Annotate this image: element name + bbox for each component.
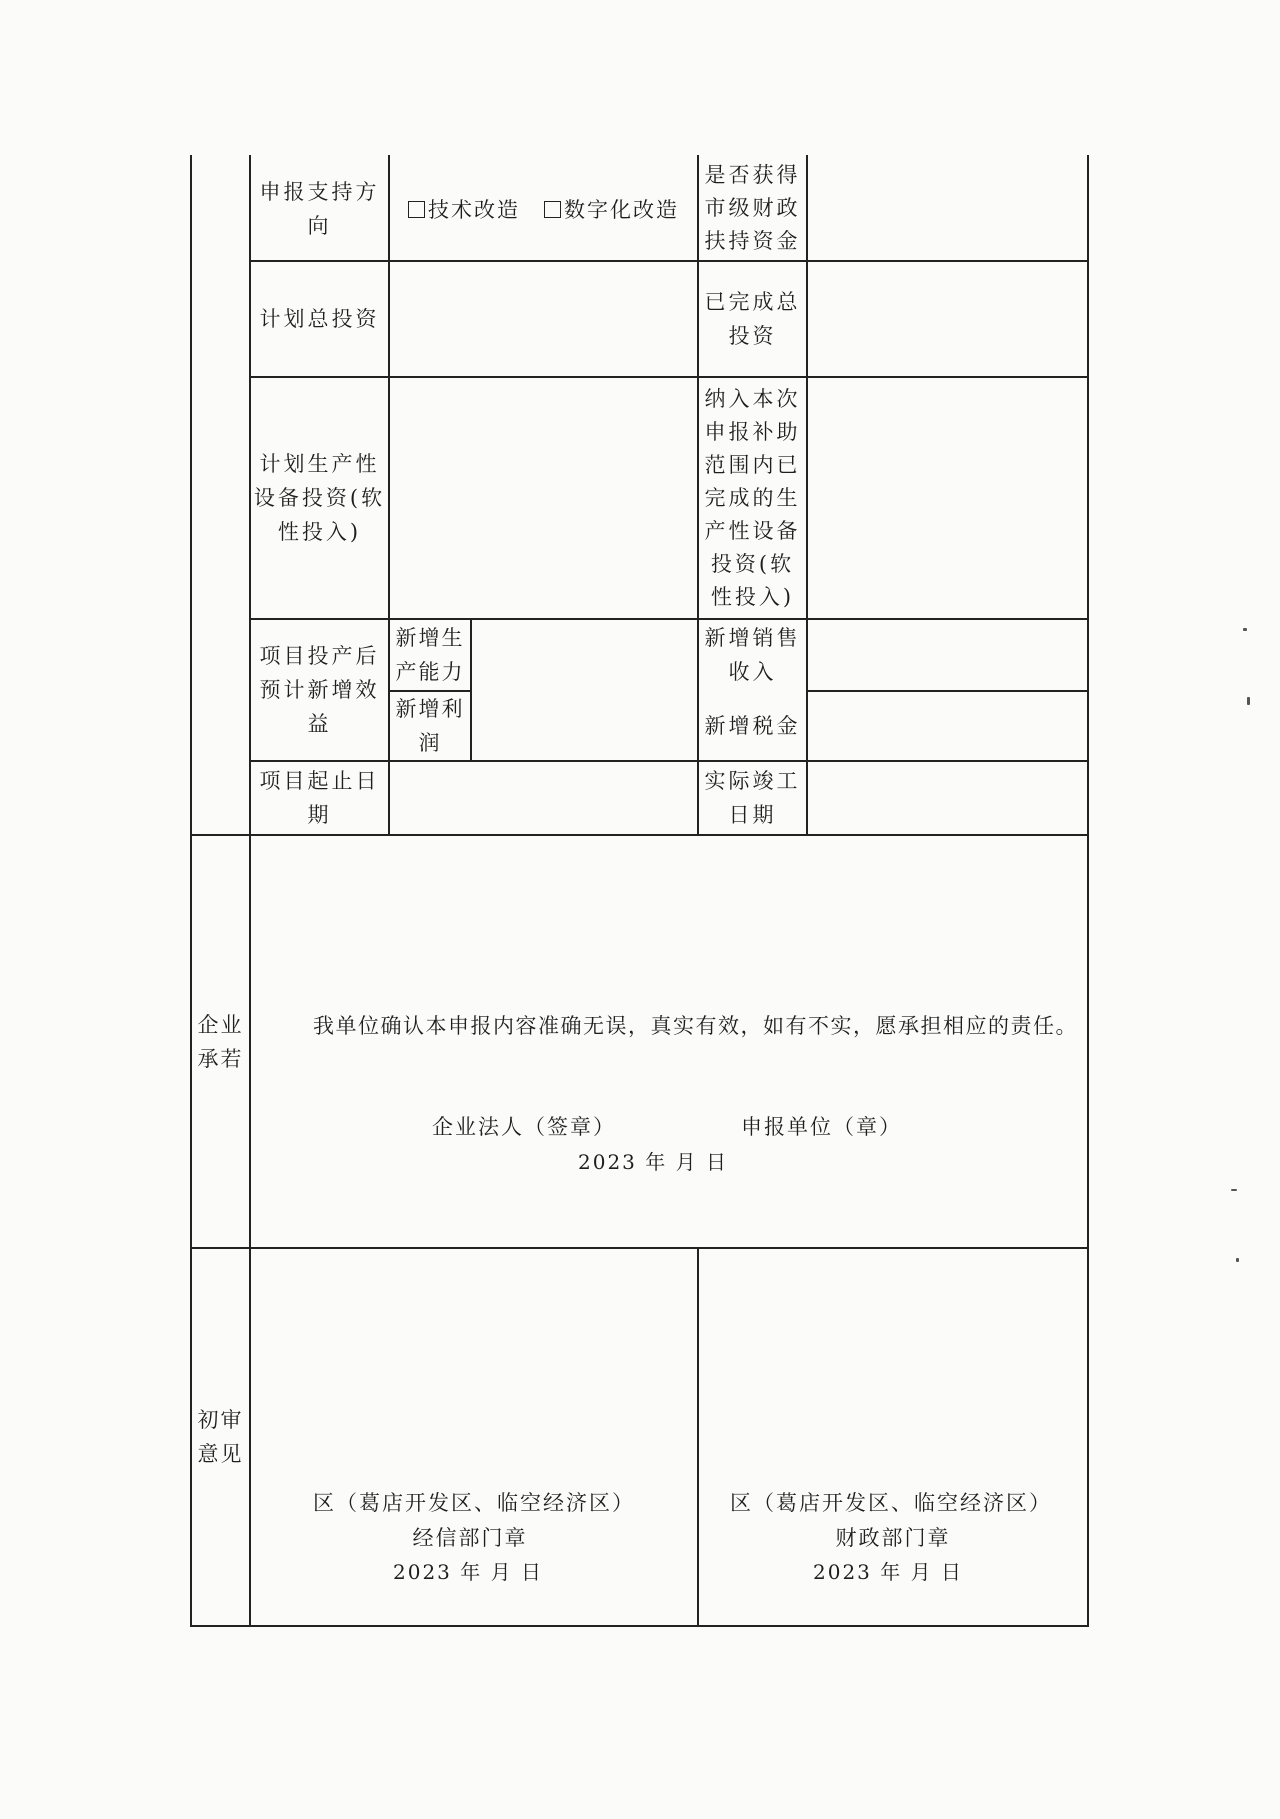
- scan-speck: [1247, 697, 1250, 705]
- review-left-district: 区（葛店开发区、临空经济区）: [313, 1491, 635, 1515]
- city-funds-label: 是否获得 市级财政 扶持资金: [704, 163, 801, 253]
- review-left-date: 2023 年 月 日: [393, 1560, 543, 1584]
- project-period-field[interactable]: [390, 762, 697, 834]
- new-sales-field[interactable]: [808, 620, 1087, 690]
- review-right-district: 区（葛店开发区、临空经济区）: [730, 1491, 1052, 1515]
- checkbox-icon[interactable]: [544, 201, 561, 218]
- included-equipment-investment-field[interactable]: [808, 378, 1087, 618]
- new-profit-label: 新增利 润: [395, 697, 465, 755]
- project-period-label: 项目起止日 期: [259, 769, 380, 827]
- support-direction-options: [390, 157, 697, 260]
- completed-total-investment-field[interactable]: [808, 262, 1087, 376]
- option-digital-transform[interactable]: [544, 194, 679, 224]
- new-capacity-label: 新增生 产能力: [395, 626, 465, 684]
- scan-speck: [1231, 1189, 1237, 1191]
- applicant-unit-seal: 申报单位（章）: [741, 1115, 902, 1139]
- review-side-label: 初审 意见: [197, 1408, 244, 1466]
- city-funds-field[interactable]: [808, 157, 1087, 260]
- scan-speck: [1243, 628, 1247, 631]
- review-left-dept-seal: 经信部门章: [412, 1526, 528, 1550]
- commitment-side-label: 企业 承若: [197, 1012, 244, 1071]
- option-label: 数字化改造: [564, 197, 679, 222]
- review-right-dept-seal: 财政部门章: [835, 1526, 951, 1550]
- planned-equipment-investment-label: 计划生产性 设备投资(软 性投入): [253, 452, 386, 544]
- checkbox-icon[interactable]: [408, 201, 425, 218]
- new-profit-field[interactable]: [472, 692, 697, 760]
- support-direction-label: 申报支持方 向: [259, 179, 380, 238]
- expected-benefit-label: 项目投产后 预计新增效 益: [259, 644, 380, 736]
- included-equipment-investment-label: 纳入本次 申报补助 范围内已 完成的生 产性设备 投资(软 性投入): [704, 386, 801, 609]
- legal-person-signature: 企业法人（签章）: [432, 1115, 616, 1139]
- new-capacity-field[interactable]: [472, 620, 697, 690]
- new-sales-label: 新增销售 收入: [704, 626, 801, 684]
- scan-speck: [1236, 1258, 1239, 1262]
- planned-total-investment-label: 计划总投资: [259, 307, 380, 331]
- planned-total-investment-field[interactable]: [390, 262, 697, 376]
- new-tax-field[interactable]: [808, 692, 1087, 760]
- review-right-date: 2023 年 月 日: [813, 1560, 963, 1584]
- completion-date-field[interactable]: [808, 762, 1087, 834]
- completion-date-label: 实际竣工 日期: [704, 769, 801, 827]
- commitment-date: 2023 年 月 日: [578, 1150, 728, 1174]
- completed-total-investment-label: 已完成总 投资: [704, 290, 801, 348]
- planned-equipment-investment-field[interactable]: [390, 378, 697, 618]
- option-tech-transform[interactable]: [408, 194, 520, 224]
- option-label: 技术改造: [428, 197, 520, 222]
- commitment-statement: 我单位确认本申报内容准确无误，真实有效，如有不实，愿承担相应的责任。: [313, 1014, 1078, 1038]
- new-tax-label: 新增税金: [704, 714, 801, 738]
